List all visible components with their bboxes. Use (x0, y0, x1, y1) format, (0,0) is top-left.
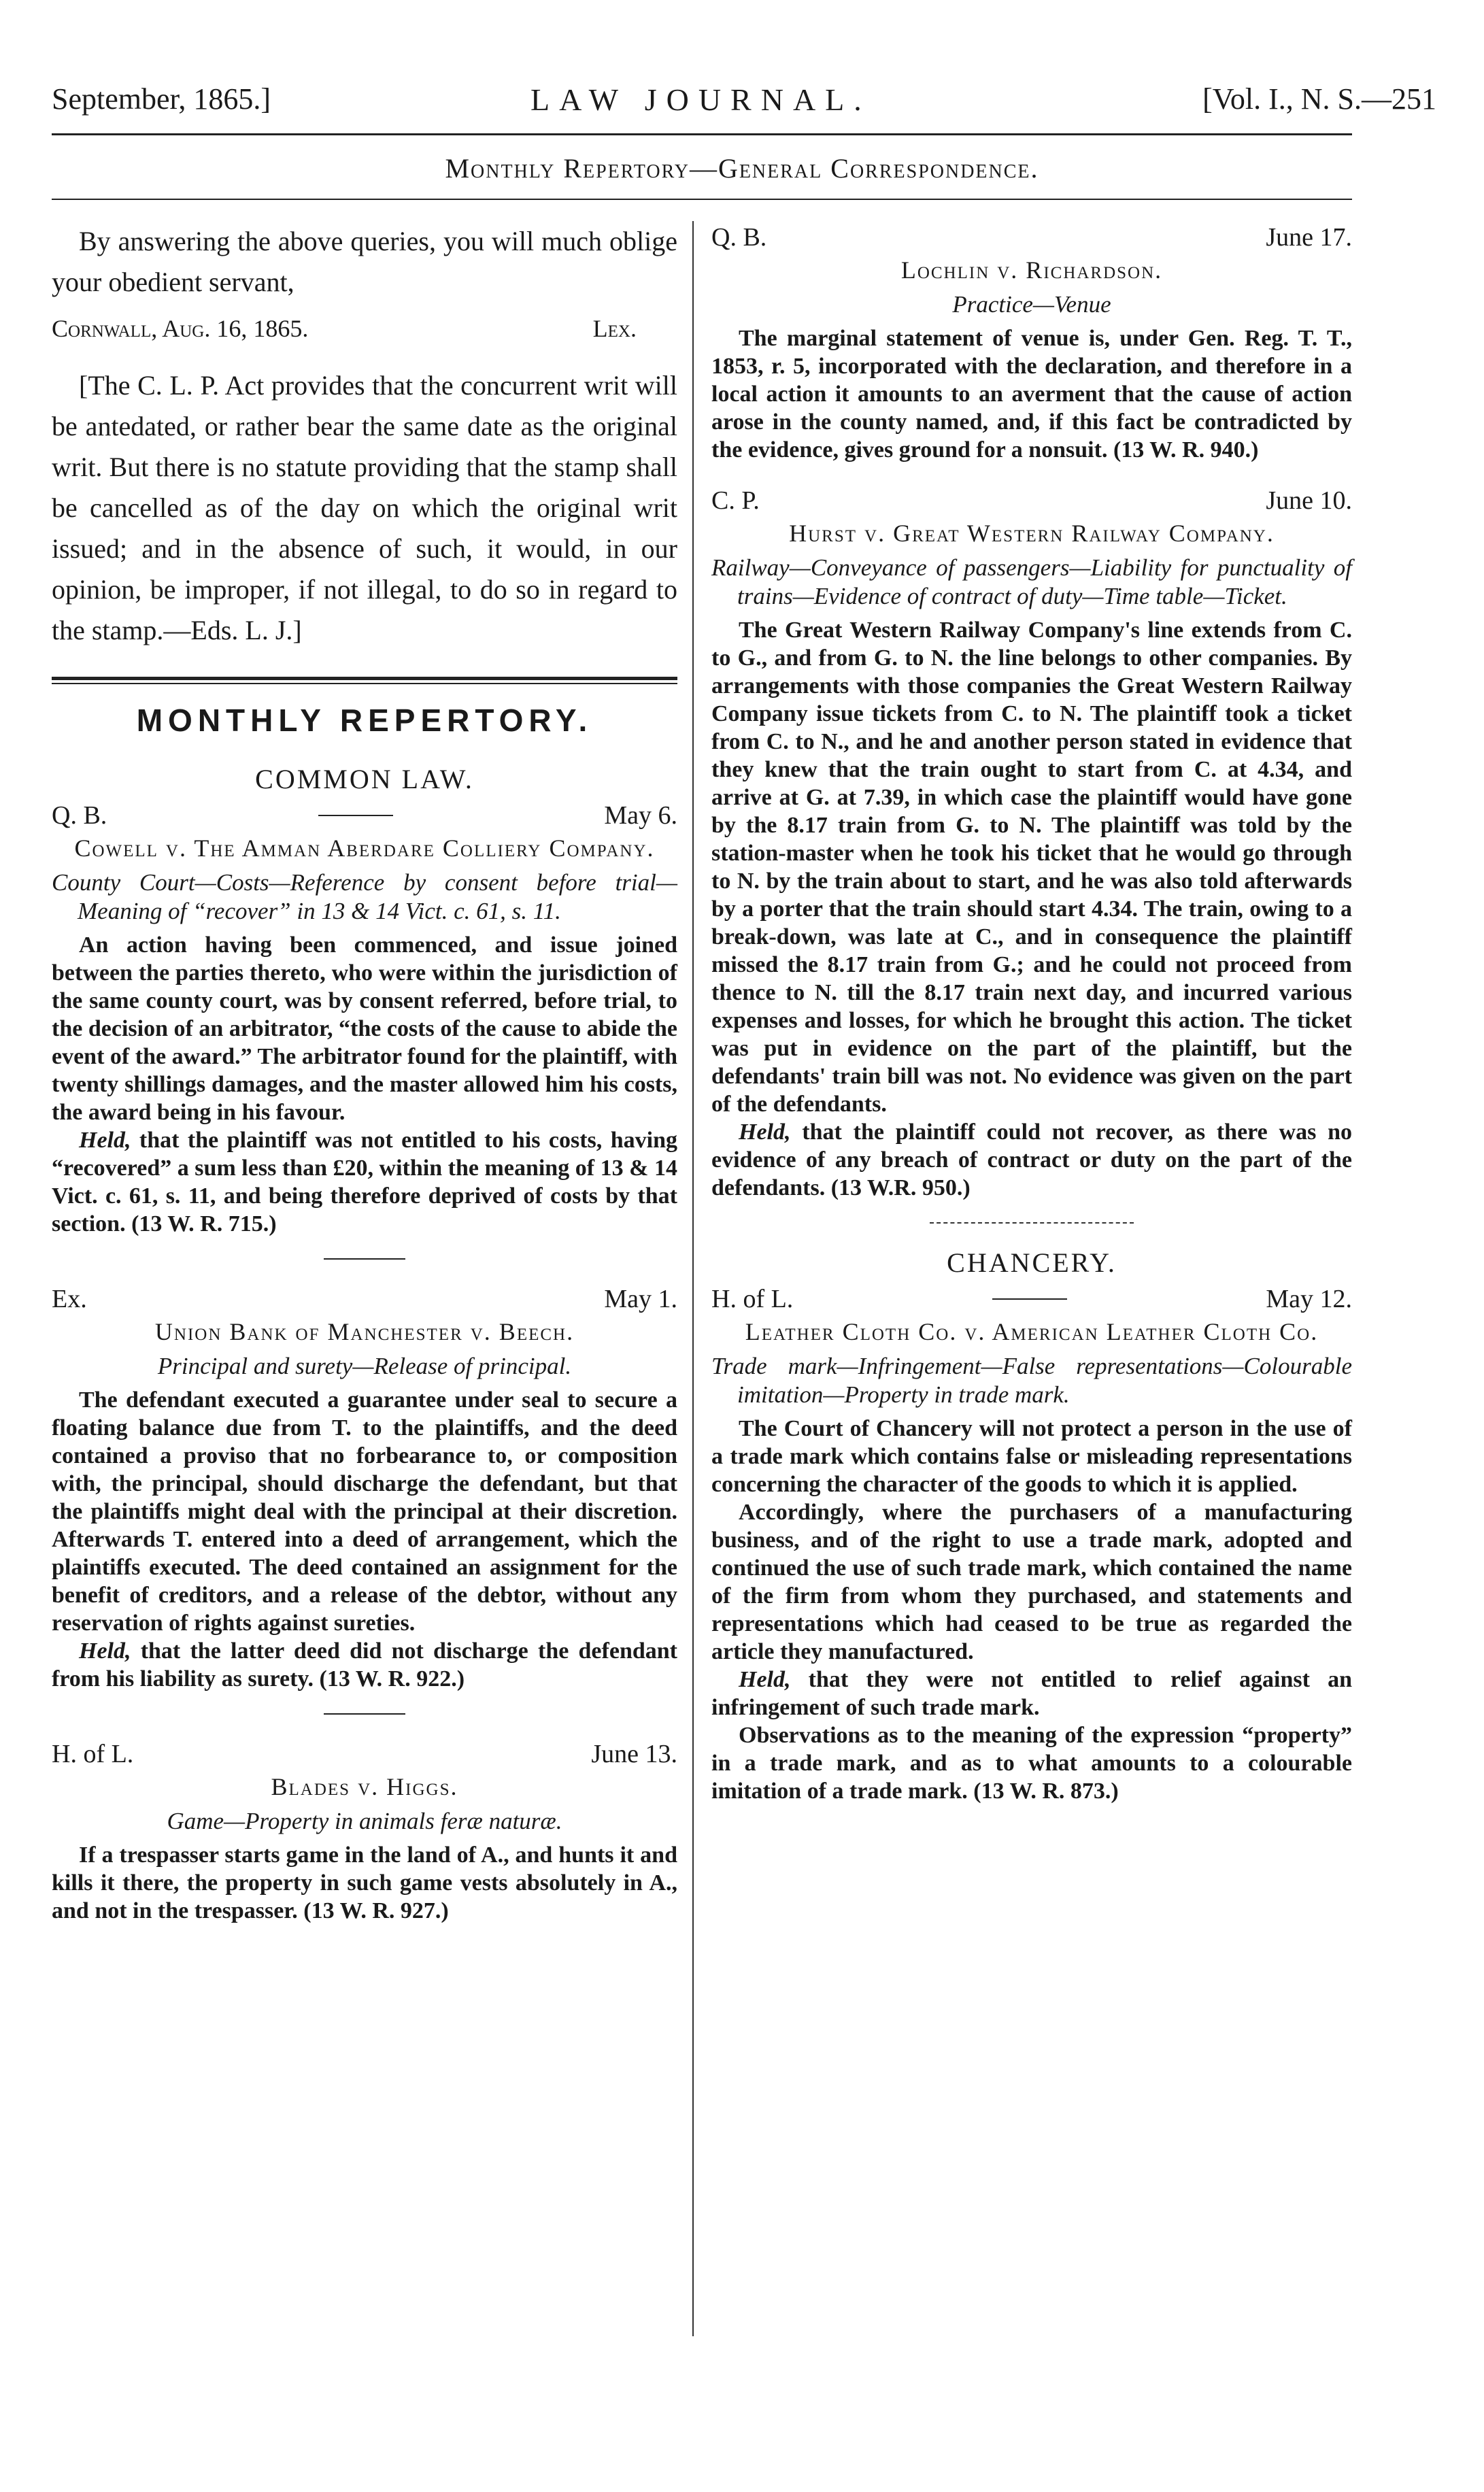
case-holding (711, 1666, 1352, 1721)
case-facts-continued: Accordingly, where the purchasers of a manufacturing business, and of the right to use a trade mark, adopted and continued the use of such trade mark, which contained the name of the firm from whom they purchased, and statements and representations which had ceased to be true as regarded the article they manufactured. (711, 1500, 1352, 1664)
case-entry (52, 1283, 677, 1693)
held-label: Held, (79, 1638, 131, 1664)
chancery-title: CHANCERY. (947, 1247, 1117, 1278)
case-headnote: Practice—Venue (952, 291, 1111, 318)
subtitle-rule (52, 199, 1352, 200)
case-date: June 17. (1266, 223, 1352, 252)
left-column (52, 221, 677, 1925)
case-court: H. of L. (711, 1285, 794, 1313)
case-entry (711, 221, 1352, 464)
case-observations: Observations as to the meaning of the expression “property” in a trade mark, and as to what amounts to a colourable imitation of a trade mark. (13 W. R. 873.) (711, 1723, 1352, 1804)
case-court: Q. B. (52, 801, 107, 830)
case-date: May 1. (604, 1285, 677, 1313)
case-holding (52, 1126, 677, 1238)
column-divider (692, 221, 694, 2336)
case-facts: An action having been commenced, and issue joined between the parties thereto, who were within the jurisdiction of the same county court, was by consent referred, before trial, to the decision of an arbitrator, “the costs of the cause to abide the event of the award.” The arbitrator found for the plaintiff, with twenty shillings damages, and the master allowed him his costs, the award being in his favour. (52, 932, 677, 1125)
case-date: May 12. (1266, 1285, 1352, 1313)
case-header (52, 799, 677, 832)
case-facts: The Court of Chancery will not protect a person in the use of a trade mark which contains false or misleading representations concerning the character of the goods to which it is applied. (711, 1416, 1352, 1497)
header-journal-title: LAW JOURNAL. (530, 82, 871, 117)
editors-note: [The C. L. P. Act provides that the concurrent writ will be antedated, or rather bear the same date as the original writ. But there is no statute providing that the stamp shall be cancelled as of the day on which the original writ issued; and in the absence of such, it would, in our opinion, be improper, if not illegal, to do so in regard to the stamp.—Eds. L. J.] (52, 370, 677, 645)
section-separator (930, 1222, 1134, 1224)
case-holding (52, 1637, 677, 1693)
case-name: Union Bank of Manchester v. Beech. (154, 1318, 575, 1345)
case-court: Q. B. (711, 223, 767, 252)
case-header (711, 1283, 1352, 1315)
case-holding (711, 1118, 1352, 1202)
case-header (711, 221, 1352, 254)
section-subtitle: Monthly Repertory—General Correspondence. (445, 153, 1039, 184)
case-name: Hurst v. Great Western Railway Company. (789, 520, 1275, 547)
case-court: H. of L. (52, 1740, 134, 1768)
case-dash (318, 815, 393, 816)
case-entry (711, 484, 1352, 1202)
held-label: Held, (739, 1667, 791, 1692)
header-volume: [Vol. I., N. S.—251 (1202, 82, 1436, 116)
case-header (52, 1283, 677, 1315)
case-court: Ex. (52, 1285, 87, 1313)
case-date: June 10. (1266, 486, 1352, 515)
letter-signature: Lex. (592, 315, 637, 342)
repertory-banner: MONTHLY REPERTORY. (136, 703, 593, 738)
case-separator (324, 1258, 405, 1260)
case-headnote: Game—Property in animals feræ naturæ. (167, 1808, 562, 1834)
case-name: Leather Cloth Co. v. American Leather Cloth Co. (745, 1318, 1319, 1345)
right-column (711, 221, 1352, 1805)
case-header (52, 1738, 677, 1770)
case-court: C. P. (711, 486, 760, 515)
case-name: Blades v. Higgs. (271, 1773, 458, 1800)
letter-closing: By answering the above queries, you will much oblige your obedient servant, (52, 226, 677, 297)
held-label: Held, (739, 1119, 791, 1145)
header-date: September, 1865.] (52, 82, 271, 116)
case-entry (52, 799, 677, 1238)
letter-signature-row (52, 312, 677, 345)
case-facts: If a trespasser starts game in the land of A., and hunts it and kills it there, the property in such game vests absolutely in A., and not in the trespasser. (13 W. R. 927.) (52, 1842, 677, 1923)
case-separator (324, 1713, 405, 1715)
case-entry (711, 1283, 1352, 1805)
letter-place-date: Cornwall, Aug. 16, 1865. (52, 315, 309, 342)
case-entry (52, 1738, 677, 1925)
case-headnote: County Court—Costs—Reference by consent before trial—Meaning of “recover” in 13 & 14 Vict. c. 61, s. 11. (52, 869, 677, 924)
double-rule (52, 677, 677, 684)
held-text: that the latter deed did not discharge the defendant from his liability as surety. (13 W. R. 922.) (52, 1638, 677, 1691)
header-rule (52, 133, 1352, 135)
held-text: that the plaintiff was not entitled to his costs, having “recovered” a sum less than £20, within the meaning of 13 & 14 Vict. c. 61, s. 11, and being therefore deprived of costs by that section. (13 W. R. 715.) (52, 1128, 677, 1236)
case-facts: The Great Western Railway Company's line extends from C. to G., and from G. to N. the line belongs to other companies. By arrangements with those companies the Great Western Railway Company issue tickets from C. to N. The plaintiff took a ticket from C. to N., and he and another person stated in evidence that they knew that the train ought to start from C. at 4.34, and arrive at G. at 7.39, in which case the plaintiff would have gone by the 8.17 train from G. to N. The plaintiff was told by the station-master when he took his ticket that he would go through to N. by the train about to start, and he was also told afterwards by a porter that the train should start 4.34. The train, owing to a break-down, was late at C., and in consequence the plaintiff missed the 8.17 train from G.; and he could not proceed from thence to N. till the 8.17 train next day, and incurred various expenses and losses, for which he brought this action. The ticket was put in evidence on the part of the plaintiff, but the defendants' train bill was not. No evidence was given on the part of the defendants. (711, 618, 1352, 1117)
case-header (711, 484, 1352, 517)
case-headnote: Principal and surety—Release of principal. (157, 1353, 572, 1379)
case-facts: The marginal statement of venue is, under Gen. Reg. T. T., 1853, r. 5, incorporated with the declaration, and therefore in a local action it amounts to an averment that the cause of action arose in the county named, and, if this fact be contradicted by the evidence, gives ground for a nonsuit. (13 W. R. 940.) (711, 326, 1352, 462)
case-date: June 13. (591, 1740, 677, 1768)
held-label: Held, (79, 1128, 131, 1153)
case-headnote: Trade mark—Infringement—False representations—Colourable imitation—Property in trade mark. (711, 1353, 1352, 1408)
case-date: May 6. (604, 801, 677, 830)
held-text: that they were not entitled to relief against an infringement of such trade mark. (711, 1667, 1352, 1720)
case-dash (992, 1298, 1067, 1300)
case-headnote: Railway—Conveyance of passengers—Liability for punctuality of trains—Evidence of contract of duty—Time table—Ticket. (711, 554, 1352, 609)
case-name: Lochlin v. Richardson. (900, 256, 1163, 284)
held-text: that the plaintiff could not recover, as there was no evidence of any breach of contract or duty on the part of the defendants. (13 W.R. 950.) (711, 1119, 1352, 1200)
case-name: Cowell v. The Amman Aberdare Colliery Company. (74, 835, 655, 862)
common-law-title: COMMON LAW. (255, 764, 474, 794)
case-facts: The defendant executed a guarantee under seal to secure a floating balance due from T. to the plaintiffs, and the deed contained a proviso that no forbearance to, or composition with, the principal, should discharge the defendant, but that the plaintiffs might deal with the principal at their discretion. Afterwards T. entered into a deed of arrangement, which the plaintiffs executed. The deed contained an assignment for the benefit of creditors, and a release of the debtor, without any reservation of rights against sureties. (52, 1387, 677, 1636)
